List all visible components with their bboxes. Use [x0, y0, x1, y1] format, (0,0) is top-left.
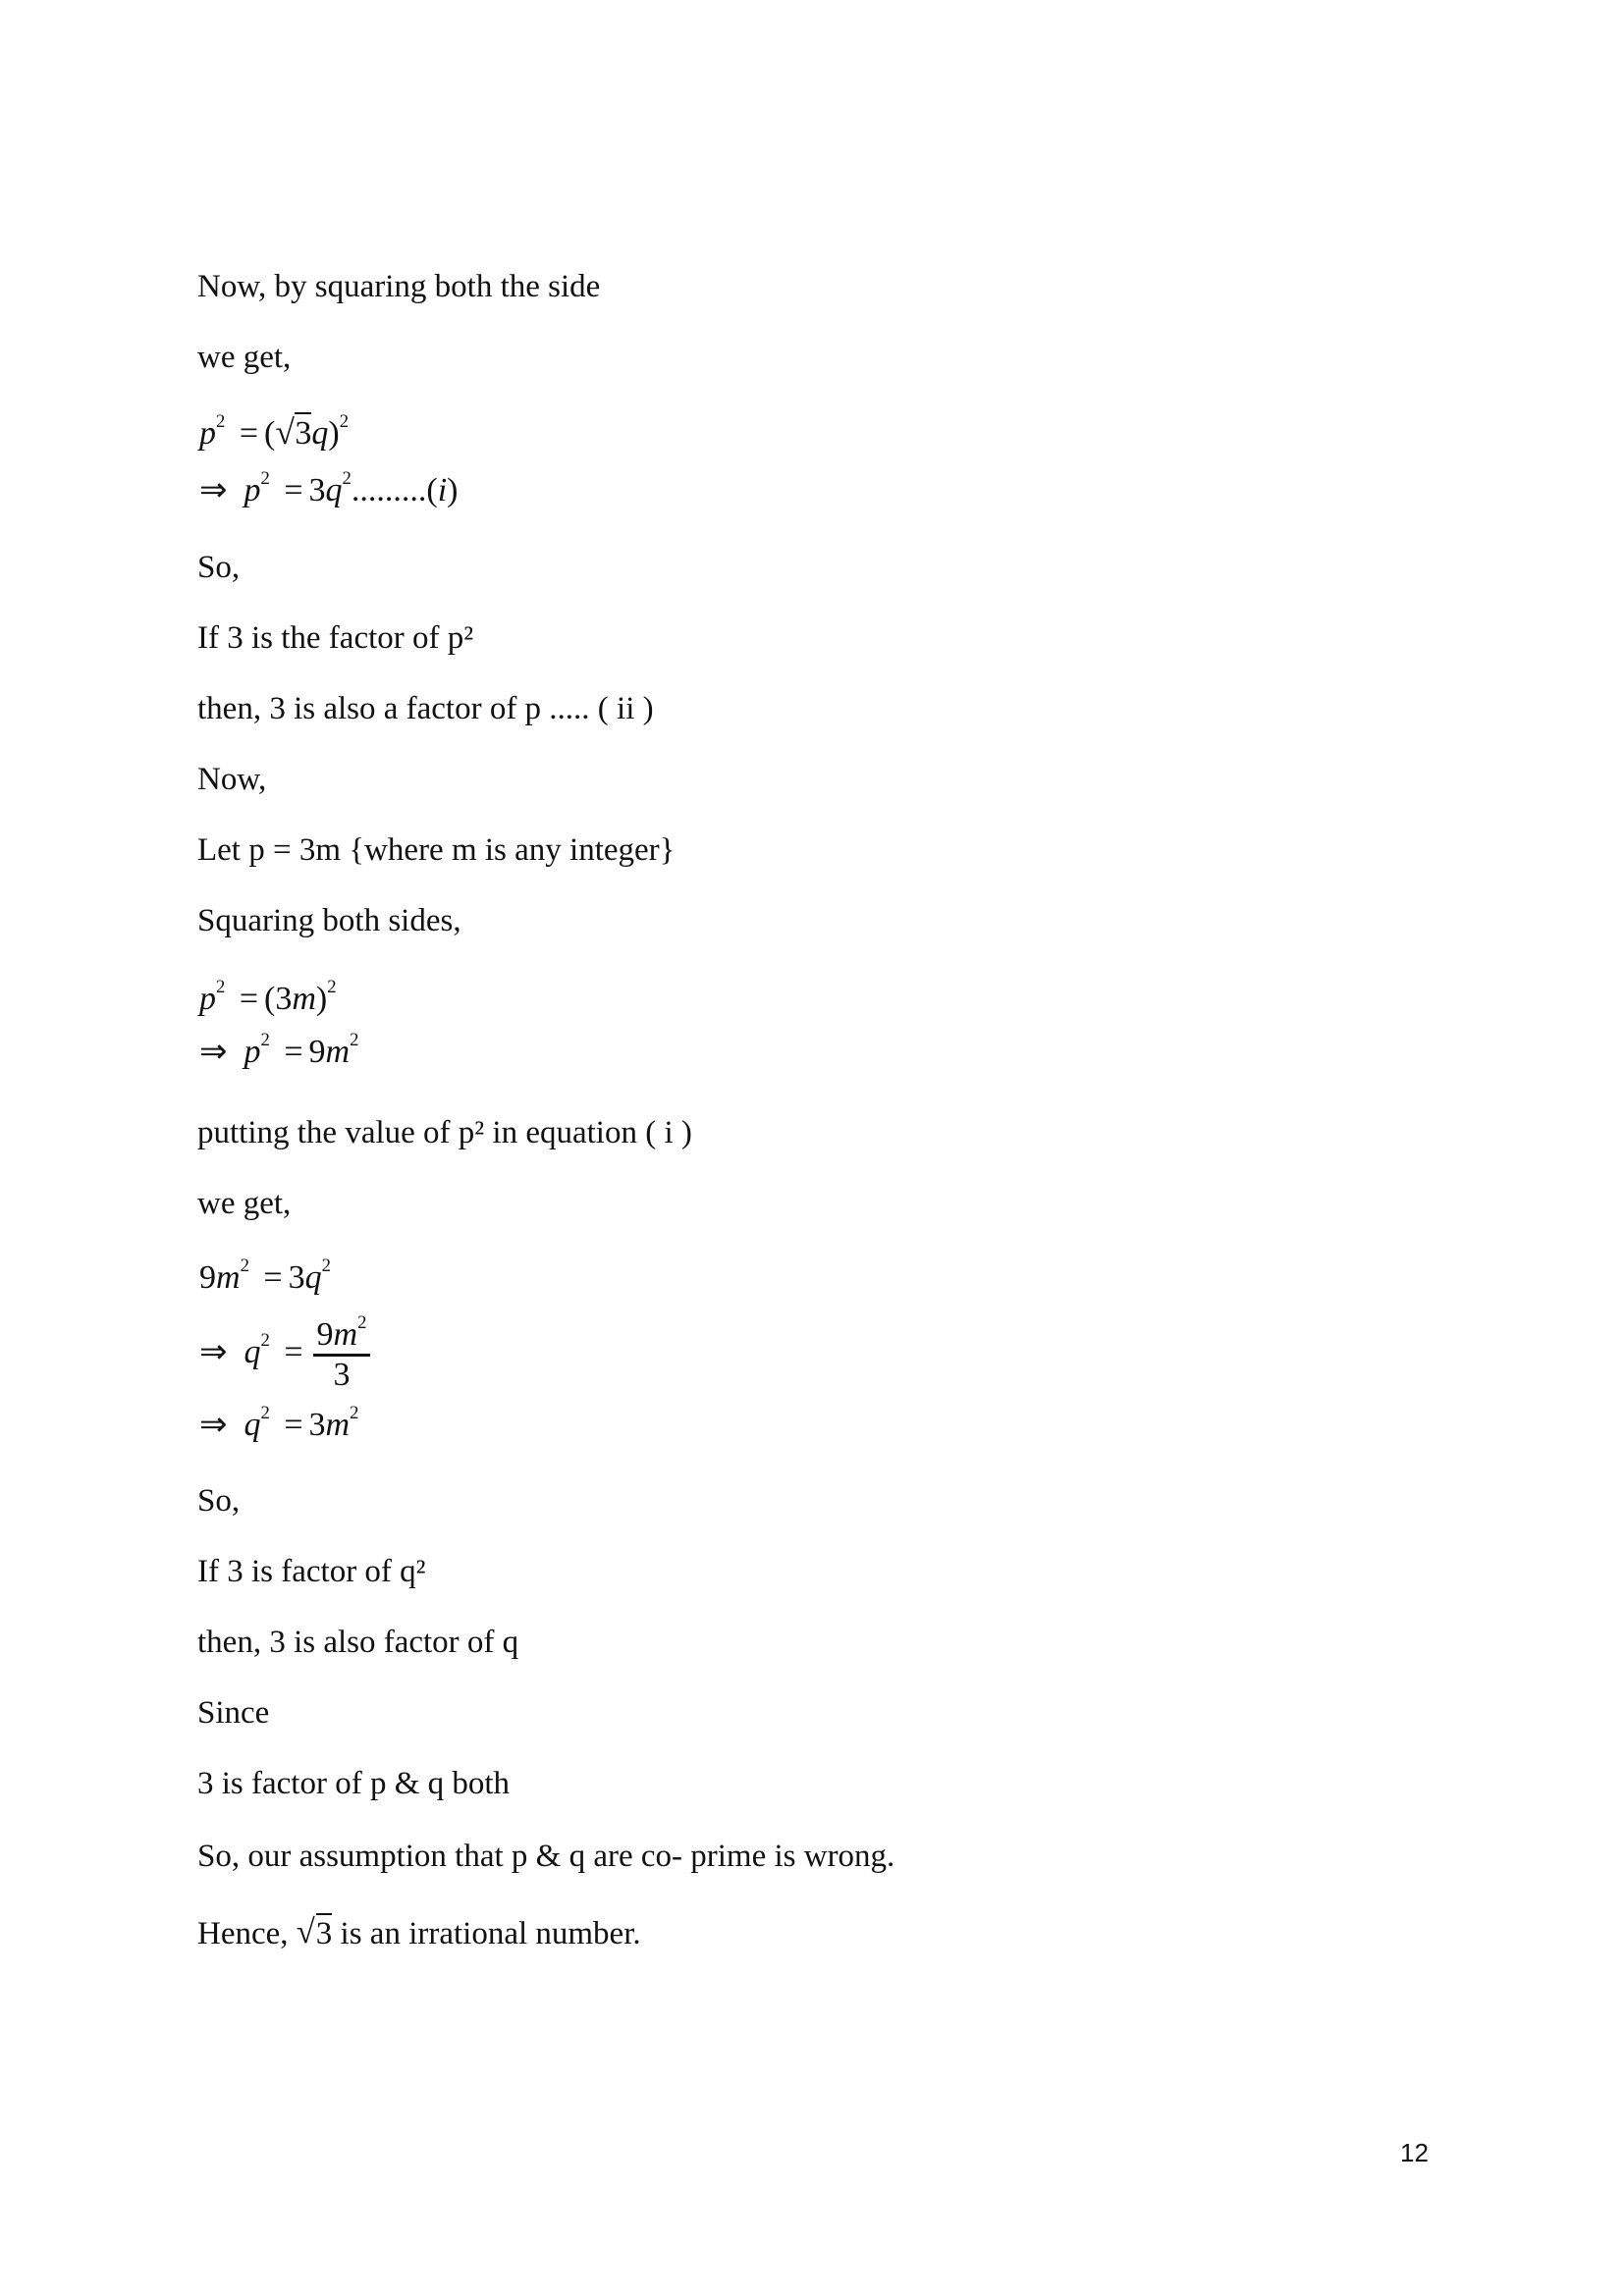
text-line: then, 3 is also a factor of p ..... ( ii )	[197, 691, 654, 726]
page-number: 12	[1400, 2138, 1429, 2167]
text-line: So, our assumption that p & q are co- prime is wrong.	[197, 1839, 895, 1874]
sqrt-icon: √ 3	[275, 414, 311, 454]
equation-q-fraction: ⇒ $q^2$ = $\frac{9m^2}{3}$	[199, 1308, 370, 1398]
equation-p-squared: $p^2$ = ( √ 3q)$^2$	[199, 414, 349, 454]
equation-9m-3q: $9m^2 = 3q^2$	[199, 1255, 331, 1296]
text-line: we get,	[197, 1186, 292, 1221]
text-line: Now, by squaring both the side	[197, 269, 601, 304]
text-line: Since	[197, 1695, 270, 1731]
implies-icon: ⇒	[199, 1034, 228, 1070]
text-line: putting the value of p² in equation ( i )	[197, 1115, 692, 1150]
implies-icon: ⇒	[199, 472, 228, 508]
conclusion-line: Hence, √ 3 is an irrational number.	[197, 1914, 641, 1953]
text-line: If 3 is the factor of p²	[197, 620, 474, 656]
fraction: $\frac{9m^2}{3}$	[313, 1316, 371, 1394]
text-line: So,	[197, 550, 241, 585]
equation-p-squared-9m: ⇒ $p^2 = 9m^2$	[199, 1030, 359, 1070]
var: p	[199, 415, 216, 452]
text-line: Squaring both sides,	[197, 903, 461, 938]
text-line: Now,	[197, 762, 267, 797]
text-line: then, 3 is also factor of q	[197, 1625, 519, 1660]
implies-icon: ⇒	[199, 1407, 228, 1443]
equation-i: ⇒ $p^2 = 3q^2.........(i)$	[199, 468, 459, 508]
equation-q-squared-3m: ⇒ $q^2 = 3m^2$	[199, 1403, 359, 1443]
sqrt-icon: √ 3	[297, 1914, 333, 1953]
text-line: 3 is factor of p & q both	[197, 1766, 511, 1801]
text-line: So,	[197, 1483, 241, 1519]
implies-icon: ⇒	[199, 1334, 228, 1370]
equation-p-squared-3m: $p^2 = (3m)^2$	[199, 977, 337, 1017]
text-line: Let p = 3m {where m is any integer}	[197, 832, 676, 868]
text-line: we get,	[197, 340, 292, 375]
text-line: If 3 is factor of q²	[197, 1554, 426, 1589]
